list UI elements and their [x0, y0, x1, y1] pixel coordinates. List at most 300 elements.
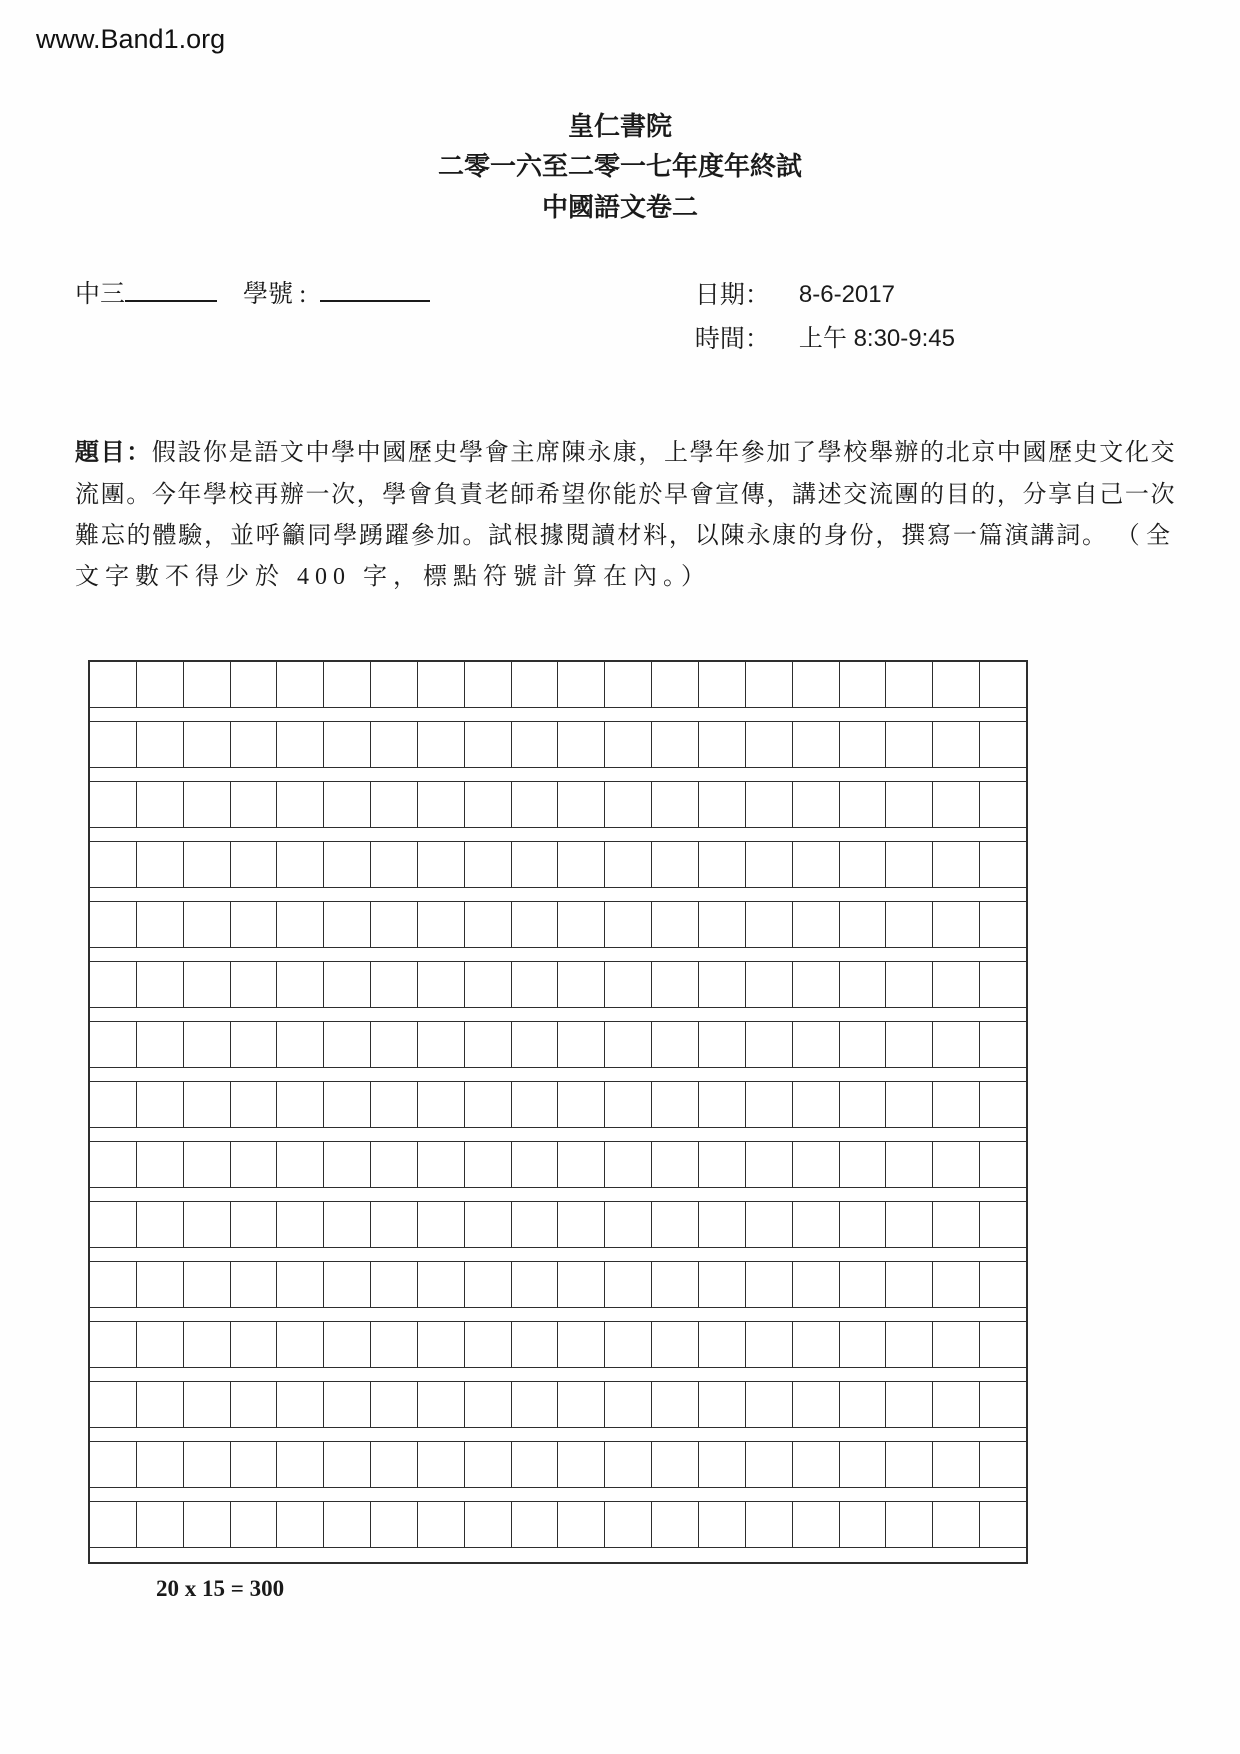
- grid-cell: [886, 1322, 933, 1367]
- grid-cell: [324, 722, 371, 767]
- grid-cell: [324, 1262, 371, 1307]
- grid-cell: [371, 1082, 418, 1127]
- grid-cell: [793, 1322, 840, 1367]
- grid-cell: [746, 1082, 793, 1127]
- grid-cell: [886, 722, 933, 767]
- writing-grid-section: [88, 660, 1028, 1602]
- grid-cell: [793, 1022, 840, 1067]
- grid-cell: [418, 1082, 465, 1127]
- grid-cell: [90, 662, 137, 707]
- grid-cell: [324, 1082, 371, 1127]
- grid-cell: [886, 902, 933, 947]
- grid-cell: [512, 1022, 559, 1067]
- grid-cell: [699, 1082, 746, 1127]
- grid-cell: [605, 1142, 652, 1187]
- grid-cell: [371, 662, 418, 707]
- grid-cell: [605, 1442, 652, 1487]
- grid-cell: [699, 1022, 746, 1067]
- grid-cell: [184, 1502, 231, 1547]
- grid-cell: [137, 902, 184, 947]
- grid-gap-row: [90, 768, 1026, 782]
- grid-cell: [699, 1202, 746, 1247]
- grid-cell: [231, 962, 278, 1007]
- grid-cell: [512, 842, 559, 887]
- grid-cell: [512, 662, 559, 707]
- grid-cell: [886, 1202, 933, 1247]
- grid-cell: [231, 1202, 278, 1247]
- grid-cell: [886, 1262, 933, 1307]
- grid-row: [90, 662, 1026, 708]
- grid-cell: [652, 1262, 699, 1307]
- grid-cell: [371, 782, 418, 827]
- grid-cell: [980, 1022, 1026, 1067]
- grid-cell: [90, 1142, 137, 1187]
- grid-cell: [605, 782, 652, 827]
- grid-cell: [886, 1442, 933, 1487]
- grid-cell: [371, 722, 418, 767]
- grid-cell: [793, 1202, 840, 1247]
- grid-cell: [886, 662, 933, 707]
- grid-cell: [558, 1502, 605, 1547]
- grid-cell: [184, 962, 231, 1007]
- grid-cell: [840, 1202, 887, 1247]
- grid-cell: [512, 1202, 559, 1247]
- grid-row: [90, 1382, 1026, 1428]
- student-number-label: 學號 :: [243, 280, 307, 308]
- grid-cell: [418, 662, 465, 707]
- grid-cell: [699, 1322, 746, 1367]
- grid-cell: [512, 962, 559, 1007]
- grid-cell: [371, 962, 418, 1007]
- grid-cell: [90, 1022, 137, 1067]
- grid-cell: [840, 1382, 887, 1427]
- grid-cell: [886, 1502, 933, 1547]
- grid-cell: [418, 1322, 465, 1367]
- grid-cell: [465, 782, 512, 827]
- grid-cell: [418, 902, 465, 947]
- grid-cell: [746, 1442, 793, 1487]
- grid-cell: [324, 1022, 371, 1067]
- grid-cell: [90, 1502, 137, 1547]
- grid-cell: [652, 1442, 699, 1487]
- grid-cell: [605, 902, 652, 947]
- grid-cell: [699, 1262, 746, 1307]
- grid-cell: [231, 1082, 278, 1127]
- grid-cell: [184, 1262, 231, 1307]
- grid-cell: [699, 782, 746, 827]
- grid-cell: [793, 782, 840, 827]
- grid-cell: [886, 1382, 933, 1427]
- grid-cell: [933, 1382, 980, 1427]
- grid-cell: [137, 1322, 184, 1367]
- grid-cell: [371, 1322, 418, 1367]
- grid-cell: [231, 1502, 278, 1547]
- grid-row: [90, 1322, 1026, 1368]
- grid-gap-row: [90, 1488, 1026, 1502]
- grid-cell: [277, 1082, 324, 1127]
- grid-cell: [980, 842, 1026, 887]
- grid-cell: [605, 842, 652, 887]
- grid-cell: [933, 1262, 980, 1307]
- student-info: [75, 274, 430, 310]
- grid-cell: [652, 1322, 699, 1367]
- time-value: 上午 8:30-9:45: [798, 324, 955, 352]
- grid-cell: [277, 1502, 324, 1547]
- grid-cell: [746, 662, 793, 707]
- grid-cell: [465, 1082, 512, 1127]
- grid-cell: [746, 722, 793, 767]
- grid-cell: [558, 1442, 605, 1487]
- grid-cell: [418, 1262, 465, 1307]
- grid-row: [90, 1082, 1026, 1128]
- exam-datetime: [695, 274, 955, 362]
- exam-session-title: 二零一六至二零一七年度年終試: [437, 152, 802, 182]
- grid-cell: [137, 662, 184, 707]
- grid-cell: [137, 722, 184, 767]
- grid-cell: [558, 1142, 605, 1187]
- grid-cell: [371, 1262, 418, 1307]
- grid-cell: [840, 1322, 887, 1367]
- grid-gap-row: [90, 888, 1026, 902]
- grid-cell: [605, 662, 652, 707]
- grid-cell: [652, 722, 699, 767]
- grid-cell: [699, 1442, 746, 1487]
- grid-cell: [231, 1442, 278, 1487]
- grid-cell: [840, 1442, 887, 1487]
- grid-cell: [184, 1382, 231, 1427]
- grid-cell: [465, 1382, 512, 1427]
- grid-row: [90, 1022, 1026, 1068]
- grid-cell: [840, 842, 887, 887]
- grid-cell: [512, 722, 559, 767]
- grid-cell: [558, 1082, 605, 1127]
- grid-cell: [933, 782, 980, 827]
- grid-row: [90, 962, 1026, 1008]
- grid-cell: [793, 962, 840, 1007]
- grid-cell: [277, 1142, 324, 1187]
- info-row: [75, 274, 955, 362]
- grid-cell: [324, 1142, 371, 1187]
- grid-cell: [418, 1502, 465, 1547]
- class-label: 中三: [75, 280, 126, 308]
- grid-cell: [933, 722, 980, 767]
- grid-cell: [980, 782, 1026, 827]
- grid-gap-row: [90, 1548, 1026, 1562]
- grid-cell: [605, 1502, 652, 1547]
- grid-row: [90, 1442, 1026, 1488]
- grid-cell: [137, 1502, 184, 1547]
- grid-cell: [90, 1382, 137, 1427]
- grid-cell: [231, 1382, 278, 1427]
- grid-row: [90, 842, 1026, 888]
- grid-cell: [512, 1262, 559, 1307]
- writing-grid: [88, 660, 1028, 1564]
- date-row: [695, 274, 955, 318]
- grid-cell: [137, 962, 184, 1007]
- grid-cell: [558, 1382, 605, 1427]
- grid-cell: [184, 1082, 231, 1127]
- grid-cell: [137, 1202, 184, 1247]
- grid-cell: [324, 782, 371, 827]
- grid-cell: [980, 1202, 1026, 1247]
- grid-cell: [886, 1082, 933, 1127]
- grid-cell: [793, 1442, 840, 1487]
- grid-cell: [512, 1442, 559, 1487]
- grid-cell: [277, 1262, 324, 1307]
- grid-gap-row: [90, 1128, 1026, 1142]
- grid-cell: [933, 842, 980, 887]
- grid-cell: [793, 1262, 840, 1307]
- grid-cell: [793, 1082, 840, 1127]
- grid-cell: [418, 842, 465, 887]
- grid-cell: [231, 662, 278, 707]
- grid-cell: [184, 1202, 231, 1247]
- grid-cell: [605, 1022, 652, 1067]
- grid-cell: [324, 1502, 371, 1547]
- grid-cell: [277, 842, 324, 887]
- grid-row: [90, 902, 1026, 948]
- grid-cell: [886, 1022, 933, 1067]
- grid-cell: [465, 842, 512, 887]
- grid-gap-row: [90, 1248, 1026, 1262]
- grid-cell: [231, 1022, 278, 1067]
- grid-cell: [793, 722, 840, 767]
- grid-cell: [699, 962, 746, 1007]
- grid-cell: [371, 1142, 418, 1187]
- grid-cell: [465, 1502, 512, 1547]
- grid-cell: [231, 1142, 278, 1187]
- grid-cell: [793, 1142, 840, 1187]
- grid-cell: [371, 1202, 418, 1247]
- grid-cell: [840, 662, 887, 707]
- grid-cell: [137, 842, 184, 887]
- grid-cell: [933, 1202, 980, 1247]
- grid-cell: [465, 1202, 512, 1247]
- grid-cell: [324, 902, 371, 947]
- grid-cell: [512, 1322, 559, 1367]
- question-prompt: [75, 433, 1176, 598]
- grid-cell: [371, 902, 418, 947]
- grid-cell: [605, 1322, 652, 1367]
- grid-cell: [137, 1382, 184, 1427]
- grid-cell: [465, 662, 512, 707]
- grid-cell: [605, 962, 652, 1007]
- grid-cell: [231, 782, 278, 827]
- grid-cell: [605, 722, 652, 767]
- grid-cell: [277, 662, 324, 707]
- grid-cell: [699, 842, 746, 887]
- grid-cell: [90, 902, 137, 947]
- grid-gap-row: [90, 1068, 1026, 1082]
- grid-cell: [933, 1142, 980, 1187]
- grid-cell: [371, 1382, 418, 1427]
- grid-cell: [90, 962, 137, 1007]
- grid-cell: [512, 1382, 559, 1427]
- grid-cell: [137, 1442, 184, 1487]
- grid-cell: [699, 662, 746, 707]
- grid-cell: [465, 1262, 512, 1307]
- grid-cell: [840, 782, 887, 827]
- grid-cell: [933, 1502, 980, 1547]
- grid-row: [90, 1262, 1026, 1308]
- grid-cell: [746, 782, 793, 827]
- grid-cell: [558, 1202, 605, 1247]
- grid-cell: [277, 722, 324, 767]
- grid-cell: [793, 902, 840, 947]
- grid-cell: [418, 1442, 465, 1487]
- grid-cell: [184, 1022, 231, 1067]
- grid-cell: [371, 1442, 418, 1487]
- grid-cell: [418, 1382, 465, 1427]
- grid-cell: [933, 902, 980, 947]
- grid-gap-row: [90, 1188, 1026, 1202]
- grid-cell: [652, 842, 699, 887]
- class-blank-line: [125, 276, 217, 302]
- grid-cell: [90, 1322, 137, 1367]
- grid-cell: [558, 662, 605, 707]
- grid-cell: [465, 902, 512, 947]
- grid-cell: [558, 1022, 605, 1067]
- grid-cell: [840, 962, 887, 1007]
- watermark: www.Band1.org: [36, 24, 226, 54]
- grid-cell: [746, 1262, 793, 1307]
- grid-row: [90, 782, 1026, 828]
- grid-cell: [90, 1262, 137, 1307]
- grid-cell: [840, 1142, 887, 1187]
- grid-cell: [512, 902, 559, 947]
- grid-cell: [746, 1382, 793, 1427]
- grid-cell: [980, 1142, 1026, 1187]
- grid-row: [90, 1502, 1026, 1548]
- grid-cell: [980, 1322, 1026, 1367]
- grid-cell: [277, 1442, 324, 1487]
- grid-cell: [231, 1322, 278, 1367]
- grid-cell: [90, 1442, 137, 1487]
- grid-cell: [137, 782, 184, 827]
- grid-cell: [840, 1022, 887, 1067]
- grid-cell: [324, 962, 371, 1007]
- grid-cell: [652, 662, 699, 707]
- grid-cell: [933, 662, 980, 707]
- grid-cell: [746, 1142, 793, 1187]
- grid-gap-row: [90, 828, 1026, 842]
- grid-cell: [371, 1022, 418, 1067]
- grid-cell: [886, 782, 933, 827]
- grid-cell: [90, 722, 137, 767]
- grid-cell: [277, 1322, 324, 1367]
- grid-cell: [558, 1322, 605, 1367]
- grid-cell: [886, 1142, 933, 1187]
- grid-cell: [746, 842, 793, 887]
- grid-cell: [324, 662, 371, 707]
- grid-cell: [746, 1022, 793, 1067]
- grid-row: [90, 722, 1026, 768]
- grid-cell: [137, 1142, 184, 1187]
- grid-cell: [465, 1322, 512, 1367]
- grid-cell: [184, 662, 231, 707]
- grid-cell: [418, 1142, 465, 1187]
- grid-cell: [184, 722, 231, 767]
- grid-cell: [699, 1382, 746, 1427]
- grid-cell: [324, 1382, 371, 1427]
- grid-cell: [746, 902, 793, 947]
- grid-cell: [652, 782, 699, 827]
- grid-cell: [652, 962, 699, 1007]
- grid-count-label: 20 x 15 = 300: [156, 1576, 285, 1602]
- grid-cell: [90, 842, 137, 887]
- grid-cell: [90, 1082, 137, 1127]
- grid-cell: [980, 1502, 1026, 1547]
- paper-title: 中國語文卷二: [541, 192, 698, 222]
- grid-cell: [184, 1442, 231, 1487]
- grid-cell: [371, 842, 418, 887]
- grid-cell: [90, 782, 137, 827]
- grid-cell: [840, 722, 887, 767]
- grid-cell: [465, 1022, 512, 1067]
- grid-cell: [933, 1022, 980, 1067]
- grid-cell: [746, 1322, 793, 1367]
- grid-cell: [512, 1502, 559, 1547]
- grid-cell: [840, 902, 887, 947]
- grid-cell: [980, 662, 1026, 707]
- grid-cell: [465, 962, 512, 1007]
- grid-cell: [465, 1142, 512, 1187]
- grid-cell: [605, 1262, 652, 1307]
- prompt-label: 題目：: [75, 440, 152, 467]
- grid-cell: [512, 1142, 559, 1187]
- grid-row: [90, 1142, 1026, 1188]
- grid-cell: [418, 722, 465, 767]
- grid-cell: [840, 1502, 887, 1547]
- grid-cell: [980, 962, 1026, 1007]
- grid-cell: [933, 962, 980, 1007]
- grid-cell: [558, 962, 605, 1007]
- grid-cell: [418, 962, 465, 1007]
- grid-cell: [605, 1082, 652, 1127]
- grid-cell: [793, 662, 840, 707]
- grid-cell: [184, 1322, 231, 1367]
- grid-gap-row: [90, 1368, 1026, 1382]
- grid-cell: [324, 842, 371, 887]
- student-number-blank-line: [320, 276, 430, 302]
- grid-cell: [840, 1082, 887, 1127]
- grid-cell: [90, 1202, 137, 1247]
- grid-cell: [886, 842, 933, 887]
- grid-cell: [652, 1382, 699, 1427]
- grid-cell: [277, 1382, 324, 1427]
- grid-cell: [933, 1082, 980, 1127]
- grid-cell: [933, 1442, 980, 1487]
- grid-cell: [558, 902, 605, 947]
- grid-cell: [137, 1022, 184, 1067]
- grid-cell: [699, 1142, 746, 1187]
- grid-cell: [277, 902, 324, 947]
- grid-cell: [184, 842, 231, 887]
- grid-cell: [980, 902, 1026, 947]
- grid-cell: [980, 722, 1026, 767]
- grid-cell: [231, 842, 278, 887]
- grid-cell: [512, 782, 559, 827]
- grid-cell: [371, 1502, 418, 1547]
- grid-cell: [558, 782, 605, 827]
- grid-cell: [793, 1382, 840, 1427]
- grid-cell: [652, 1502, 699, 1547]
- grid-cell: [699, 902, 746, 947]
- time-label: 時間：: [694, 325, 770, 353]
- grid-cell: [980, 1082, 1026, 1127]
- date-label: 日期：: [694, 281, 770, 309]
- grid-cell: [418, 1202, 465, 1247]
